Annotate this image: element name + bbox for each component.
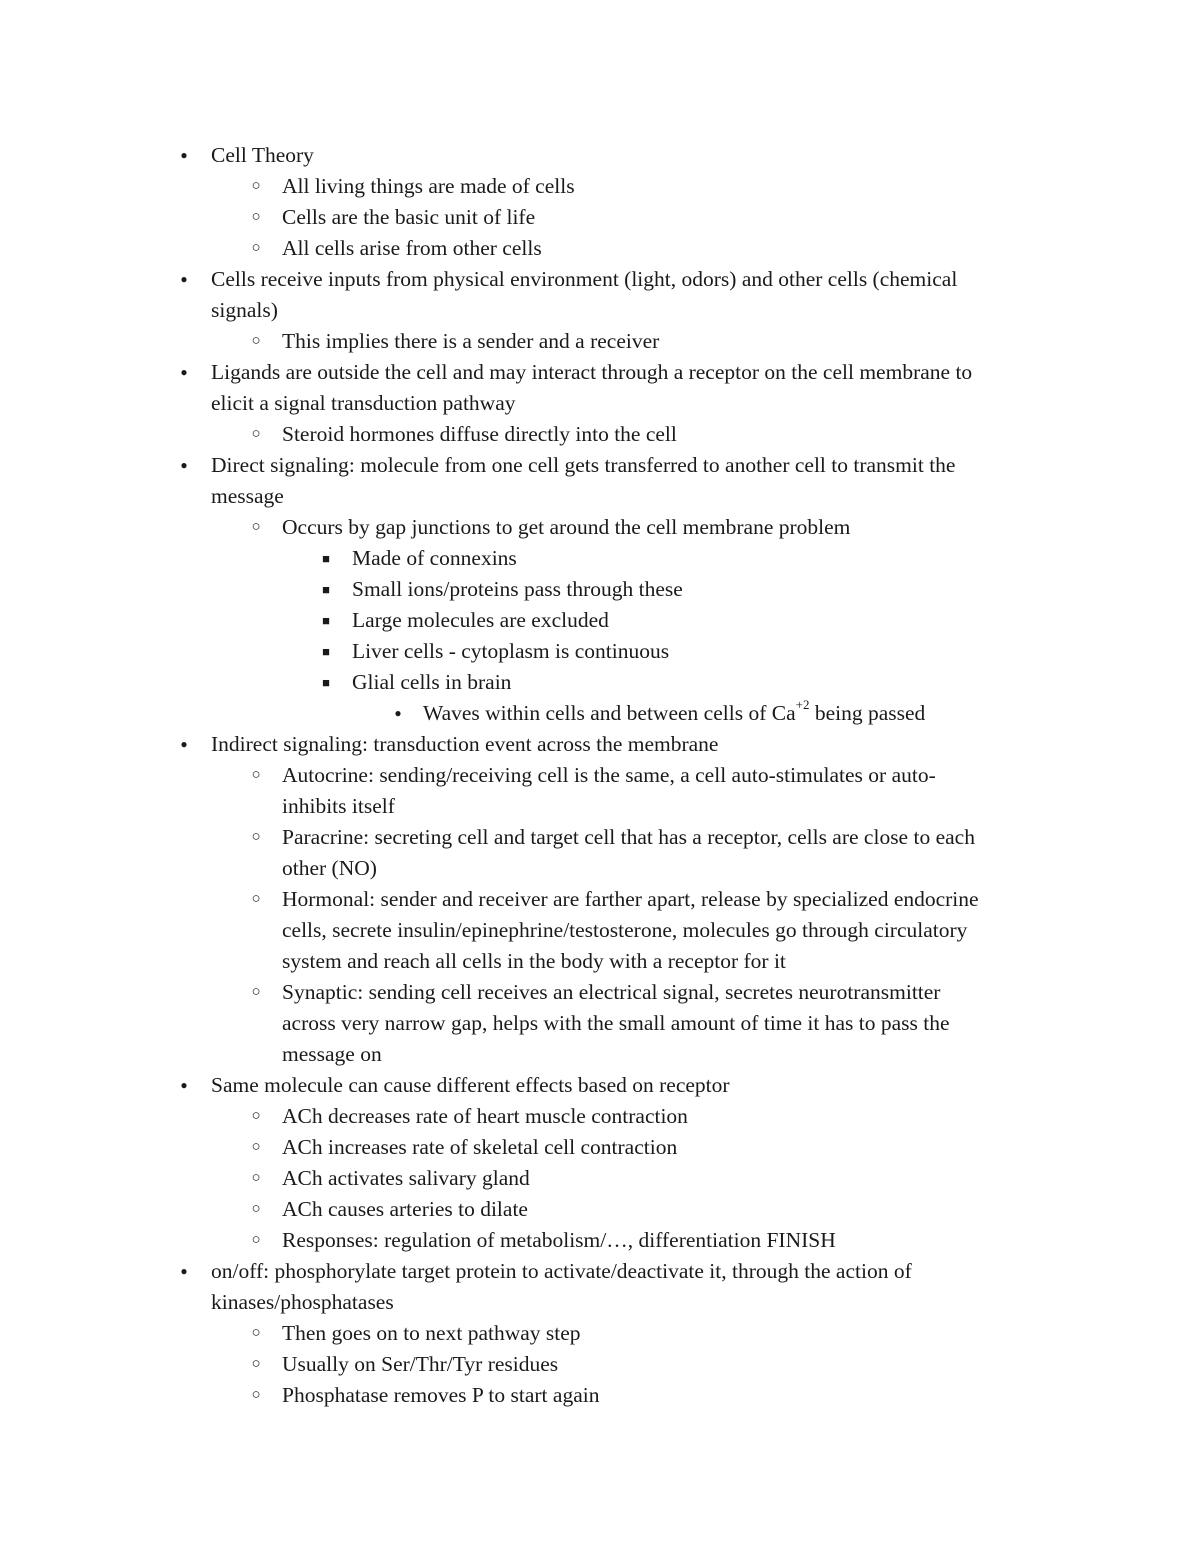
- bullet-icon: ●: [180, 148, 188, 162]
- list-item-text: [282, 853, 377, 884]
- list-item: [0, 543, 1200, 574]
- bullet-icon: ●: [180, 1264, 188, 1278]
- list-item: [0, 171, 1200, 202]
- list-item: [0, 1380, 1200, 1411]
- bullet-icon: ○: [251, 1325, 261, 1341]
- list-item-text-main: Same molecule can cause different effects based on receptor: [211, 1073, 730, 1097]
- bullet-icon: ○: [251, 984, 261, 1000]
- list-item: [0, 574, 1200, 605]
- list-item-text: [282, 512, 850, 543]
- list-item: [0, 636, 1200, 667]
- bullet-icon: ●: [180, 272, 188, 286]
- list-item-continuation: [0, 1039, 1200, 1070]
- list-item-text-main: cells, secrete insulin/epinephrine/testosterone, molecules go through circulatory: [282, 918, 968, 942]
- bullet-icon: ○: [251, 1170, 261, 1186]
- bullet-icon: ○: [251, 1232, 261, 1248]
- list-item-text-main: Responses: regulation of metabolism/…, differentiation FINISH: [282, 1228, 836, 1252]
- list-item-text: [282, 884, 979, 915]
- list-item-text-main: Indirect signaling: transduction event across the membrane: [211, 732, 719, 756]
- list-item: [0, 140, 1200, 171]
- list-item: [0, 1256, 1200, 1287]
- list-item-text-main: system and reach all cells in the body with a receptor for it: [282, 949, 786, 973]
- list-item-text-main: Waves within cells and between cells of Ca: [423, 701, 796, 725]
- list-item-text-main: Phosphatase removes P to start again: [282, 1383, 600, 1407]
- list-item: [0, 1318, 1200, 1349]
- list-item: [0, 512, 1200, 543]
- list-item-text: [352, 667, 511, 698]
- list-item-text: [282, 1225, 836, 1256]
- list-item-text: [282, 946, 786, 977]
- list-item: [0, 605, 1200, 636]
- list-item: [0, 1070, 1200, 1101]
- bullet-icon: ○: [251, 333, 261, 349]
- list-item: [0, 760, 1200, 791]
- list-item-text-main: Glial cells in brain: [352, 670, 512, 694]
- list-item-text: [211, 1287, 394, 1318]
- bullet-icon: ○: [251, 1139, 261, 1155]
- list-item-text: [423, 698, 925, 729]
- list-item-text: [211, 729, 718, 760]
- list-item-text-main: Large molecules are excluded: [352, 608, 609, 632]
- bullet-icon: ○: [251, 1201, 261, 1217]
- list-item-text: [282, 1163, 530, 1194]
- list-item: [0, 450, 1200, 481]
- list-item: [0, 1194, 1200, 1225]
- list-item: [0, 1101, 1200, 1132]
- bullet-icon: ○: [251, 426, 261, 442]
- bullet-icon: ■: [322, 582, 330, 597]
- list-item-text: [282, 1132, 677, 1163]
- list-item: [0, 729, 1200, 760]
- list-item-text-main: Then goes on to next pathway step: [282, 1321, 581, 1345]
- list-item-continuation: [0, 295, 1200, 326]
- list-item-text: [282, 915, 967, 946]
- list-item-text-main: elicit a signal transduction pathway: [211, 391, 516, 415]
- bullet-icon: ■: [322, 551, 330, 566]
- list-item-text: [211, 264, 957, 295]
- list-item-text-main: message on: [282, 1042, 382, 1066]
- list-item-text-main: ACh causes arteries to dilate: [282, 1197, 528, 1221]
- list-item-text-main: Paracrine: secreting cell and target cell that has a receptor, cells are close to each: [282, 825, 975, 849]
- list-item-text-main: Autocrine: sending/receiving cell is the same, a cell auto-stimulates or auto-: [282, 763, 936, 787]
- bullet-icon: ●: [180, 458, 188, 472]
- bullet-icon: ○: [251, 1387, 261, 1403]
- bullet-icon: ■: [322, 613, 330, 628]
- list-item-text-main: kinases/phosphatases: [211, 1290, 394, 1314]
- bullet-icon: ●: [180, 1078, 188, 1092]
- list-item-text-main: Liver cells - cytoplasm is continuous: [352, 639, 670, 663]
- bullet-icon: ■: [322, 675, 330, 690]
- list-item-text-main: signals): [211, 298, 278, 322]
- bullet-icon: ○: [251, 519, 261, 535]
- list-item-text: [282, 977, 940, 1008]
- bullet-icon: ●: [394, 706, 402, 720]
- list-item-text-main: Synaptic: sending cell receives an electrical signal, secretes neurotransmitter: [282, 980, 941, 1004]
- list-item-text: [352, 543, 517, 574]
- bullet-icon: ●: [180, 365, 188, 379]
- list-item-text: [282, 1194, 528, 1225]
- list-item-text: [282, 822, 975, 853]
- list-item-text-main: ACh activates salivary gland: [282, 1166, 530, 1190]
- list-item-text-main: Small ions/proteins pass through these: [352, 577, 683, 601]
- list-item-text-main: ACh increases rate of skeletal cell contraction: [282, 1135, 678, 1159]
- list-item-text-main: message: [211, 484, 284, 508]
- list-item-text-main: Cells are the basic unit of life: [282, 205, 536, 229]
- list-item-text: [282, 1380, 599, 1411]
- list-item-continuation: [0, 915, 1200, 946]
- list-item-text: [282, 1101, 688, 1132]
- list-item: [0, 667, 1200, 698]
- list-item-text-tail: being passed: [809, 701, 926, 725]
- list-item-continuation: [0, 946, 1200, 977]
- bullet-icon: ○: [251, 891, 261, 907]
- list-item-text: [211, 140, 314, 171]
- list-item-text: [282, 1008, 950, 1039]
- list-item-text: [211, 357, 972, 388]
- bullet-icon: ○: [251, 178, 261, 194]
- list-item-text: [282, 1318, 581, 1349]
- list-item-text: [282, 760, 936, 791]
- list-item-text: [282, 171, 575, 202]
- bullet-icon: ●: [180, 737, 188, 751]
- list-item-text-main: All living things are made of cells: [282, 174, 575, 198]
- list-item: [0, 202, 1200, 233]
- list-item: [0, 977, 1200, 1008]
- list-item-continuation: [0, 481, 1200, 512]
- list-item-text: [211, 481, 284, 512]
- list-item-text-main: Hormonal: sender and receiver are farther apart, release by specialized endocrine: [282, 887, 979, 911]
- bullet-icon: ○: [251, 767, 261, 783]
- list-item: [0, 326, 1200, 357]
- list-item-text-main: ACh decreases rate of heart muscle contraction: [282, 1104, 688, 1128]
- list-item: [0, 357, 1200, 388]
- bullet-icon: ○: [251, 240, 261, 256]
- list-item-text: [282, 791, 395, 822]
- bullet-icon: ○: [251, 1108, 261, 1124]
- list-item-text: [282, 1039, 382, 1070]
- list-item-text-main: Occurs by gap junctions to get around the cell membrane problem: [282, 515, 851, 539]
- list-item-text-main: Usually on Ser/Thr/Tyr residues: [282, 1352, 559, 1376]
- list-item-text-main: This implies there is a sender and a receiver: [282, 329, 660, 353]
- list-item-text-main: Steroid hormones diffuse directly into the cell: [282, 422, 677, 446]
- list-item-text: [211, 388, 516, 419]
- list-item-text-main: on/off: phosphorylate target protein to activate/deactivate it, through the action of: [211, 1259, 912, 1283]
- list-item-text: [282, 1349, 558, 1380]
- list-item: [0, 1225, 1200, 1256]
- list-item: [0, 1132, 1200, 1163]
- list-item-text-main: Made of connexins: [352, 546, 517, 570]
- list-item-text-main: inhibits itself: [282, 794, 395, 818]
- list-item-text: [211, 295, 278, 326]
- list-item-continuation: [0, 388, 1200, 419]
- list-item-text-main: Direct signaling: molecule from one cell gets transferred to another cell to transmit the: [211, 453, 956, 477]
- list-item-text: [352, 574, 683, 605]
- list-item-text-main: other (NO): [282, 856, 377, 880]
- bullet-icon: ○: [251, 829, 261, 845]
- document-page: [0, 140, 1200, 1411]
- list-item-text: [282, 202, 535, 233]
- list-item-text: [282, 233, 542, 264]
- list-item-text: [211, 1256, 912, 1287]
- list-item: [0, 1349, 1200, 1380]
- list-item-continuation: [0, 1008, 1200, 1039]
- bullet-icon: ■: [322, 644, 330, 659]
- list-item: [0, 1163, 1200, 1194]
- list-item: [0, 233, 1200, 264]
- list-item-continuation: [0, 853, 1200, 884]
- list-item-text-main: All cells arise from other cells: [282, 236, 542, 260]
- list-item: [0, 822, 1200, 853]
- list-item-text: [282, 326, 659, 357]
- bullet-icon: ○: [251, 209, 261, 225]
- list-item-continuation: [0, 791, 1200, 822]
- list-item-continuation: [0, 1287, 1200, 1318]
- list-item: [0, 264, 1200, 295]
- list-item-text-main: Ligands are outside the cell and may interact through a receptor on the cell membrane to: [211, 360, 973, 384]
- list-item-text: [211, 1070, 730, 1101]
- bullet-icon: ○: [251, 1356, 261, 1372]
- list-item-text-main: Cells receive inputs from physical environment (light, odors) and other cells (chemical: [211, 267, 958, 291]
- list-item: [0, 419, 1200, 450]
- superscript-charge: +2: [795, 696, 810, 712]
- list-item-text-main: across very narrow gap, helps with the small amount of time it has to pass the: [282, 1011, 950, 1035]
- list-item: [0, 884, 1200, 915]
- list-item-text: [282, 419, 677, 450]
- list-item-text: [352, 636, 669, 667]
- list-item-text: [211, 450, 955, 481]
- list-item-text: [352, 605, 609, 636]
- list-item-text-main: Cell Theory: [211, 143, 314, 167]
- list-item: [0, 698, 1200, 729]
